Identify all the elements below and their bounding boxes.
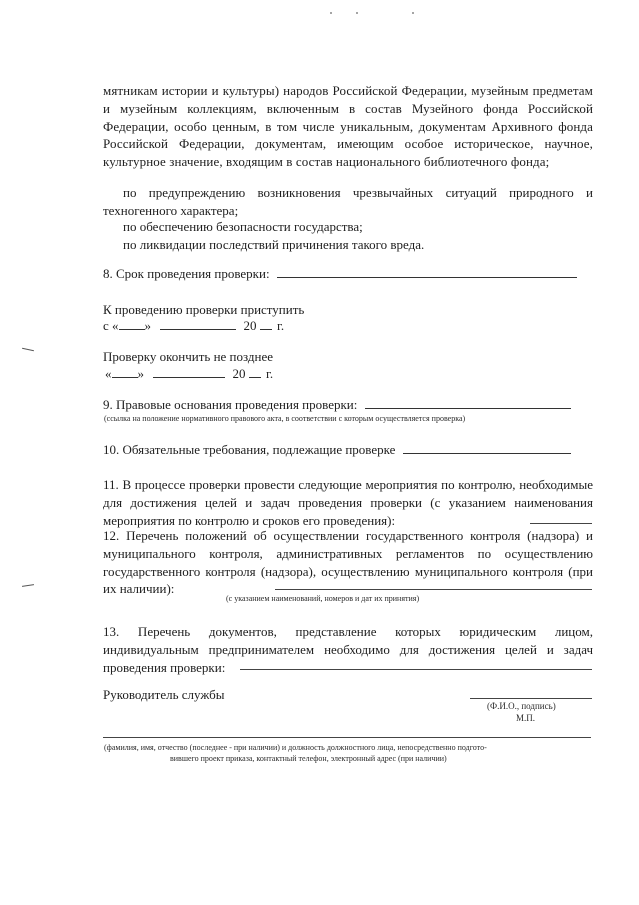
start-suffix: г. <box>277 318 285 333</box>
item-11-field[interactable] <box>530 523 592 524</box>
item-11-text: 11. В процессе проверки провести следующие мероприятия по контролю, необходимые для достижения целей и задач проведения проверки (с указанием наименования мероприятия по контролю и сроков его проведения): <box>103 477 593 528</box>
signature-field[interactable] <box>470 698 592 699</box>
end-year-field[interactable] <box>249 365 261 378</box>
stamp-place-caption: М.П. <box>516 713 536 723</box>
item-10-field[interactable] <box>403 441 571 454</box>
end-year-label: 20 <box>232 366 246 381</box>
item-8-row <box>103 265 577 282</box>
intro-paragraph-1: мятникам истории и культуры) народов Российской Федерации, музейным предметам и музейным коллекциям, включенным в состав Музейного фонда Российской Федерации, особо ценным, в том числе уникальным, документам Архивного фонда Российской Федерации, документам, имеющим особое историческое, научное, культурное значение, входящим в состав национального библиотечного фонда; <box>103 83 593 170</box>
footer-line[interactable] <box>103 737 591 738</box>
start-day-field[interactable] <box>119 317 145 330</box>
start-date-mid: » <box>144 318 152 333</box>
intro-paragraph-3: по обеспечению безопасности государства; <box>123 219 363 234</box>
end-date-prefix: « <box>105 366 112 381</box>
start-month-field[interactable] <box>160 317 236 330</box>
item-8-label: 8. Срок проведения проверки: <box>103 266 270 281</box>
item-13-field[interactable] <box>240 669 592 670</box>
scan-mark-left-1 <box>22 348 34 351</box>
item-12-field[interactable] <box>275 589 592 590</box>
item-9-label: 9. Правовые основания проведения проверки: <box>103 397 358 412</box>
end-month-field[interactable] <box>153 365 225 378</box>
start-date-row <box>103 317 284 334</box>
intro-paragraph-4: по ликвидации последствий причинения такого вреда. <box>123 237 425 252</box>
end-label: Проверку окончить не позднее <box>103 349 274 364</box>
item-12-text: 12. Перечень положений об осуществлении государственного контроля (надзора) и муниципального контроля, административных регламентов по осуществлению государственного контроля (надзора), осуществлению муниципального контроля (при их наличии): <box>103 528 593 597</box>
item-10-row <box>103 441 571 458</box>
signature-head: Руководитель службы <box>103 687 225 702</box>
item-9-field[interactable] <box>365 396 571 409</box>
start-label: К проведению проверки приступить <box>103 302 305 317</box>
start-date-prefix: с « <box>103 318 119 333</box>
footer-caption-line-1: (фамилия, имя, отчество (последнее - при наличии) и должность должностного лица, непосредственно подгото- <box>104 743 487 752</box>
intro-paragraph-2: по предупреждению возникновения чрезвычайных ситуаций природного и техногенного характера; <box>103 185 593 218</box>
footer-caption-line-2: вившего проект приказа, контактный телефон, электронный адрес (при наличии) <box>170 754 447 763</box>
end-day-field[interactable] <box>112 365 138 378</box>
item-9-row <box>103 396 571 413</box>
start-year-field[interactable] <box>260 317 272 330</box>
item-12-note: (с указанием наименований, номеров и дат их принятия) <box>226 594 420 603</box>
item-9-note: (ссылка на положение нормативного правового акта, в соответствии с которым осуществляется проверка) <box>104 414 466 423</box>
item-13-text: 13. Перечень документов, представление которых юридическим лицом, индивидуальным предпринимателем необходимо для достижения целей и задач проведения проверки: <box>103 624 593 675</box>
end-date-mid: » <box>137 366 144 381</box>
end-suffix: г. <box>266 366 274 381</box>
item-10-label: 10. Обязательные требования, подлежащие проверке <box>103 442 396 457</box>
scan-dot-top-1 <box>330 12 332 14</box>
scan-dot-top-2 <box>356 12 358 14</box>
scan-dot-top-3 <box>412 12 414 14</box>
item-8-field[interactable] <box>277 265 577 278</box>
scan-mark-left-2 <box>22 584 34 587</box>
end-date-row <box>105 365 273 382</box>
signature-fio-caption: (Ф.И.О., подпись) <box>487 701 556 711</box>
start-year-label: 20 <box>243 318 257 333</box>
